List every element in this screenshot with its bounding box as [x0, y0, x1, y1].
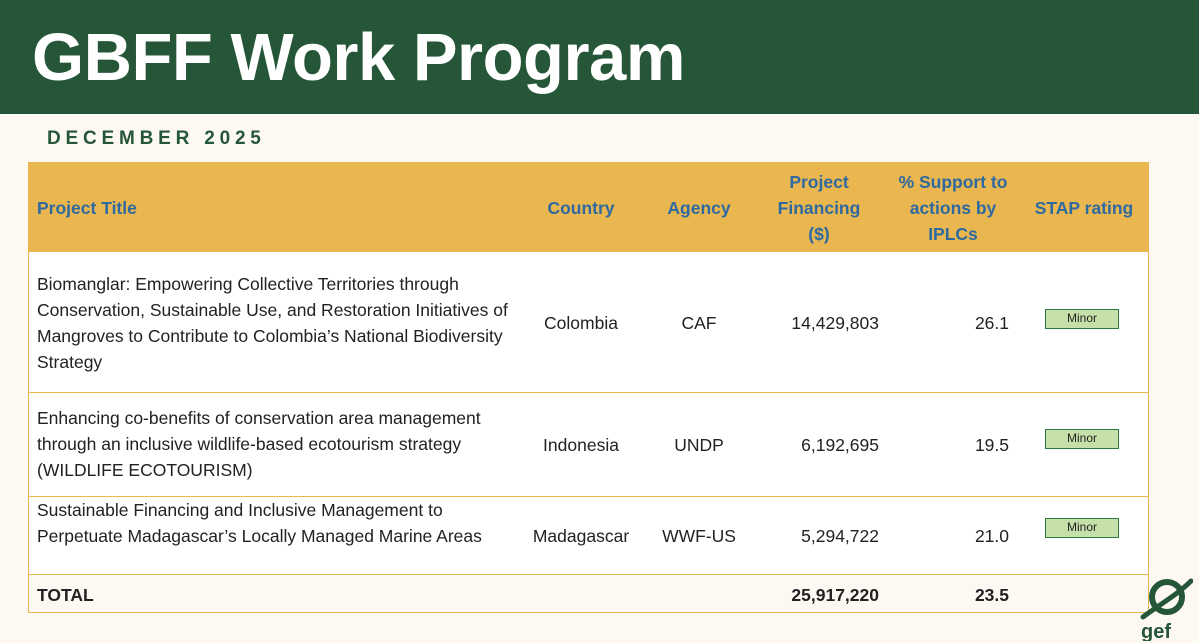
- col-header-country: Country: [547, 198, 615, 218]
- project-title-cell: Sustainable Financing and Inclusive Management to Perpetuate Madagascar’s Locally Managed Marine Areas: [37, 500, 482, 546]
- gef-logo-icon: [1133, 575, 1193, 641]
- logo-text: gef: [1141, 621, 1171, 641]
- page-title: GBFF Work Program: [32, 20, 685, 95]
- support-cell: 19.5: [974, 435, 1009, 455]
- col-header-financing-3: ($): [808, 224, 830, 244]
- country-cell: Colombia: [544, 313, 618, 333]
- agency-cell: CAF: [681, 313, 717, 333]
- agency-cell: UNDP: [674, 435, 724, 455]
- agency-cell: WWF-US: [662, 526, 736, 546]
- total-financing: 25,917,220: [791, 585, 879, 605]
- country-cell: Madagascar: [532, 526, 630, 546]
- financing-cell: 14,429,803: [791, 313, 879, 333]
- col-header-stap: STAP rating: [1034, 198, 1134, 218]
- table-row: [29, 497, 1148, 575]
- stap-rating-badge: Minor: [1045, 518, 1119, 538]
- financing-cell: 5,294,722: [801, 526, 879, 546]
- projects-table: [28, 162, 1149, 613]
- country-cell: Indonesia: [543, 435, 619, 455]
- stap-rating-badge: Minor: [1045, 429, 1119, 449]
- col-header-financing-1: Project: [789, 172, 849, 192]
- table-header: [29, 163, 1148, 252]
- project-title-cell: Enhancing co-benefits of conservation area management through an inclusive wildlife-based ecotourism strategy (WILDLIFE ECOTOURISM): [37, 408, 481, 480]
- table-row: [29, 252, 1148, 393]
- table-row: [29, 393, 1148, 497]
- total-support: 23.5: [974, 585, 1009, 605]
- financing-cell: 6,192,695: [801, 435, 879, 455]
- col-header-support-2: actions by: [909, 198, 997, 218]
- page-subtitle: DECEMBER 2025: [47, 128, 266, 149]
- support-cell: 21.0: [974, 526, 1009, 546]
- col-header-financing-2: Financing: [777, 198, 861, 218]
- header-banner: [0, 0, 1199, 114]
- col-header-agency: Agency: [667, 198, 731, 218]
- total-label: TOTAL: [37, 585, 94, 605]
- total-row: [29, 575, 1148, 612]
- col-header-project-title: Project Title: [37, 198, 137, 218]
- project-title-cell: Biomanglar: Empowering Collective Territories through Conservation, Sustainable Use, and Restoration Initiatives of Mangroves to Contribute to Colombia’s National Biodiversity Strategy: [37, 274, 508, 372]
- col-header-support-1: % Support to: [898, 172, 1008, 192]
- support-cell: 26.1: [974, 313, 1009, 333]
- stap-rating-badge: Minor: [1045, 309, 1119, 329]
- col-header-support-3: IPLCs: [928, 224, 978, 244]
